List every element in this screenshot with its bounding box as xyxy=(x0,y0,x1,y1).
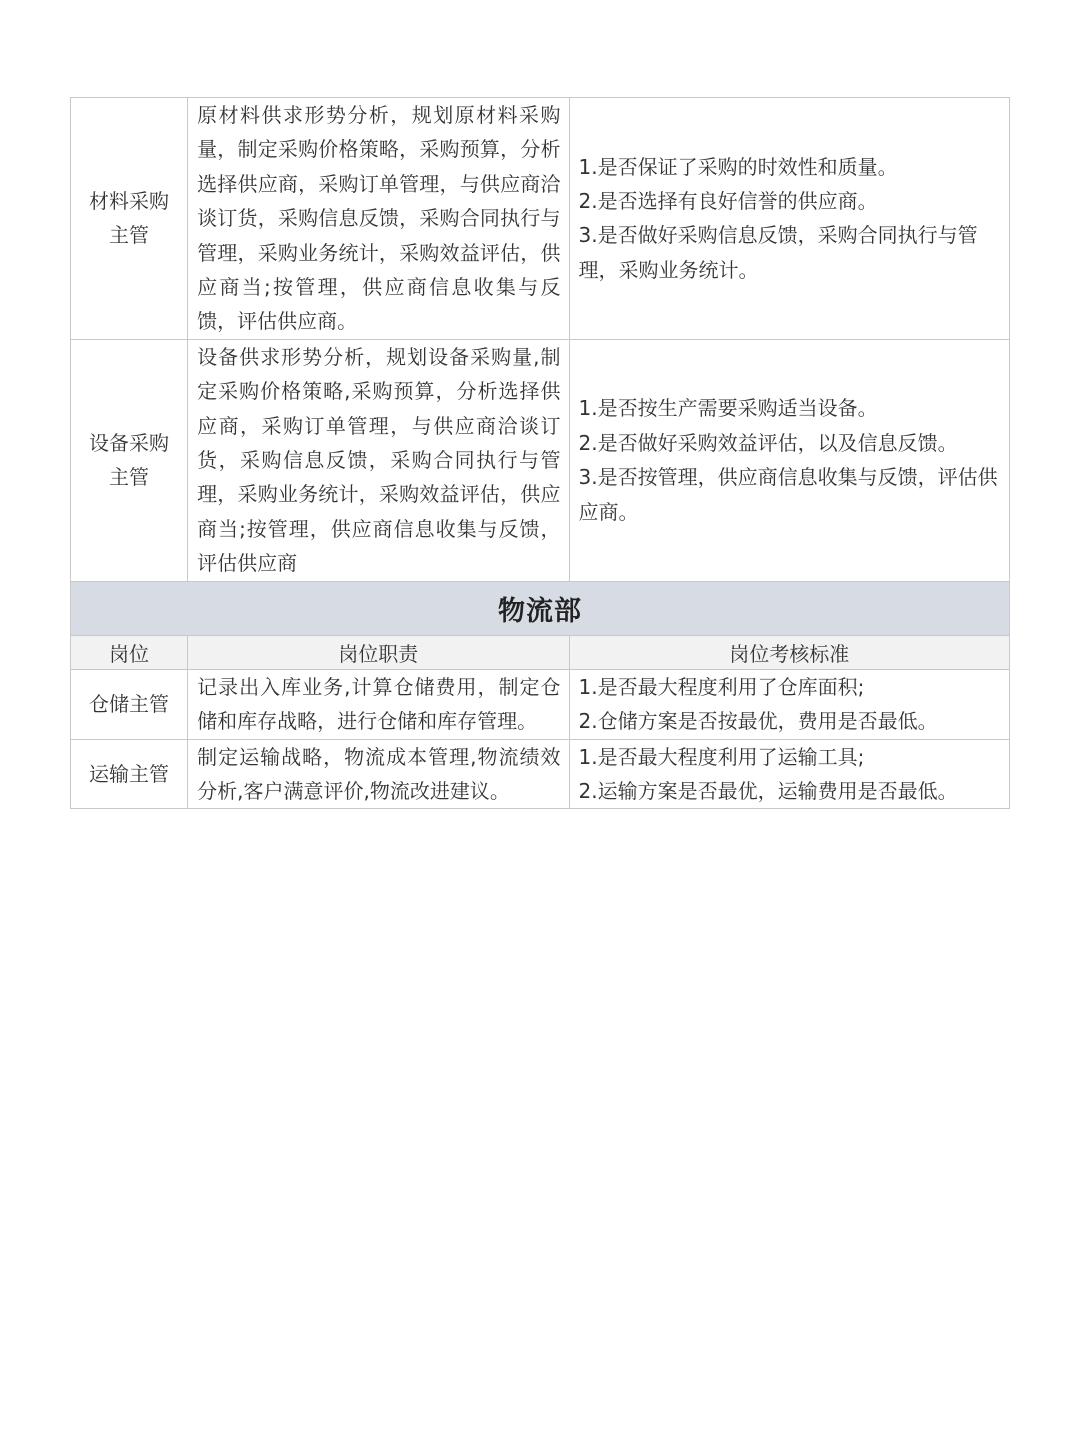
position-label: 材料采购 xyxy=(89,189,170,214)
position-label: 主管 xyxy=(109,465,150,490)
position-cell xyxy=(71,98,188,340)
table-row xyxy=(71,669,1010,739)
duties-cell: 设备供求形势分析，规划设备采购量,制定采购价格策略,采购预算，分析选择供应商，采购订单管理，与供应商洽谈订货，采购信息反馈，采购合同执行与管理，采购业务统计，采购效益评估，供应商当;按管理，供应商信息收集与反馈，评估供应商 xyxy=(188,339,569,581)
criteria-item: 2.仓储方案是否按最优，费用是否最低。 xyxy=(578,709,938,734)
position-cell xyxy=(71,339,188,581)
duties-cell: 原材料供求形势分析，规划原材料采购量，制定采购价格策略，采购预算，分析选择供应商，采购订单管理，与供应商洽谈订货，采购信息反馈，采购合同执行与管理，采购业务统计，采购效益评估，供应商当;按管理，供应商信息收集与反馈，评估供应商。 xyxy=(188,98,569,340)
criteria-item: 1.是否保证了采购的时效性和质量。 xyxy=(578,154,898,179)
criteria-item: 2.是否选择有良好信誉的供应商。 xyxy=(578,189,878,214)
position-label: 主管 xyxy=(109,223,150,248)
department-title: 物流部 xyxy=(498,595,582,627)
position-cell xyxy=(71,669,188,739)
position-label: 仓储主管 xyxy=(89,692,170,717)
criteria-cell xyxy=(569,739,1010,809)
criteria-item: 2.是否做好采购效益评估，以及信息反馈。 xyxy=(578,430,958,455)
criteria-item: 3.是否做好采购信息反馈，采购合同执行与管理，采购业务统计。 xyxy=(578,223,978,282)
column-header: 岗位考核标准 xyxy=(569,635,1010,669)
position-cell xyxy=(71,739,188,809)
position-label: 运输主管 xyxy=(89,761,170,786)
column-header: 岗位职责 xyxy=(188,635,569,669)
criteria-item: 1.是否按生产需要采购适当设备。 xyxy=(578,396,878,421)
department-row xyxy=(71,581,1010,635)
responsibility-table xyxy=(70,97,1010,809)
table-row xyxy=(71,339,1010,581)
criteria-item: 3.是否按管理，供应商信息收集与反馈，评估供应商。 xyxy=(578,465,998,524)
duties-cell: 制定运输战略，物流成本管理,物流绩效分析,客户满意评价,物流改进建议。 xyxy=(188,739,569,809)
table-row xyxy=(71,739,1010,809)
header-row xyxy=(71,635,1010,669)
department-title-cell xyxy=(71,581,1010,635)
criteria-item: 2.运输方案是否最优，运输费用是否最低。 xyxy=(578,778,958,803)
column-header: 岗位 xyxy=(71,635,188,669)
criteria-item: 1.是否最大程度利用了运输工具; xyxy=(578,744,865,769)
table-row xyxy=(71,98,1010,340)
criteria-item: 1.是否最大程度利用了仓库面积; xyxy=(578,674,865,699)
criteria-cell xyxy=(569,339,1010,581)
duties-cell: 记录出入库业务,计算仓储费用，制定仓储和库存战略，进行仓储和库存管理。 xyxy=(188,669,569,739)
criteria-cell xyxy=(569,669,1010,739)
position-label: 设备采购 xyxy=(89,431,170,456)
criteria-cell xyxy=(569,98,1010,340)
